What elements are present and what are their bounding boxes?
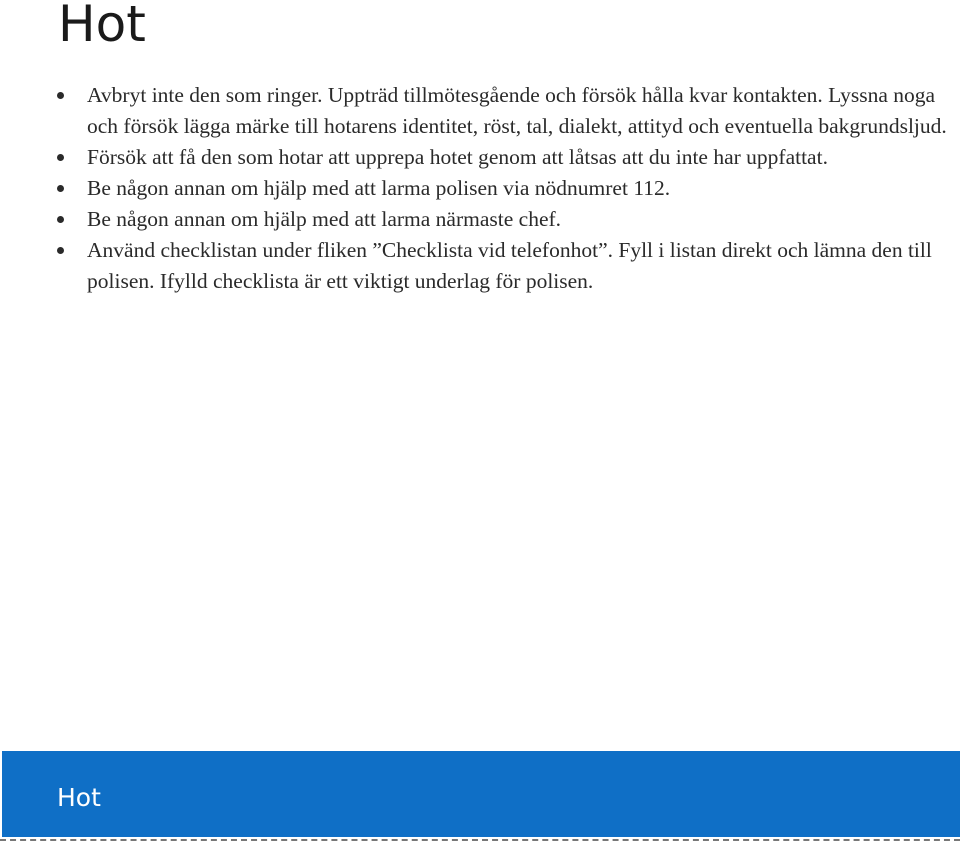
footer-divider [0, 839, 960, 841]
list-item-text: Be någon annan om hjälp med att larma polisen via nödnumret 112. [87, 176, 671, 200]
list-item [57, 204, 947, 235]
list-item [57, 235, 947, 297]
page-title: Hot [58, 0, 146, 53]
bullet-icon [57, 247, 64, 254]
bullet-icon [57, 154, 64, 161]
bullet-icon [57, 216, 64, 223]
list-item-text: Avbryt inte den som ringer. Uppträd tillmötesgående och försök hålla kvar kontakten. Lyssna noga och försök lägga märke till hotarens identitet, röst, tal, dialekt, attityd och eventuella bakgrundsljud. [87, 83, 947, 138]
list-item [57, 80, 947, 142]
bullet-list [57, 80, 947, 297]
list-item [57, 173, 947, 204]
list-item-text: Försök att få den som hotar att upprepa hotet genom att låtsas att du inte har uppfattat. [87, 145, 828, 169]
footer-bar [2, 751, 960, 837]
list-item-text: Be någon annan om hjälp med att larma närmaste chef. [87, 207, 562, 231]
list-item [57, 142, 947, 173]
bullet-icon [57, 185, 64, 192]
footer-label: Hot [57, 783, 101, 812]
bullet-icon [57, 92, 64, 99]
list-item-text: Använd checklistan under fliken ”Checklista vid telefonhot”. Fyll i listan direkt och lämna den till polisen. Ifylld checklista är ett viktigt underlag för polisen. [87, 238, 932, 293]
